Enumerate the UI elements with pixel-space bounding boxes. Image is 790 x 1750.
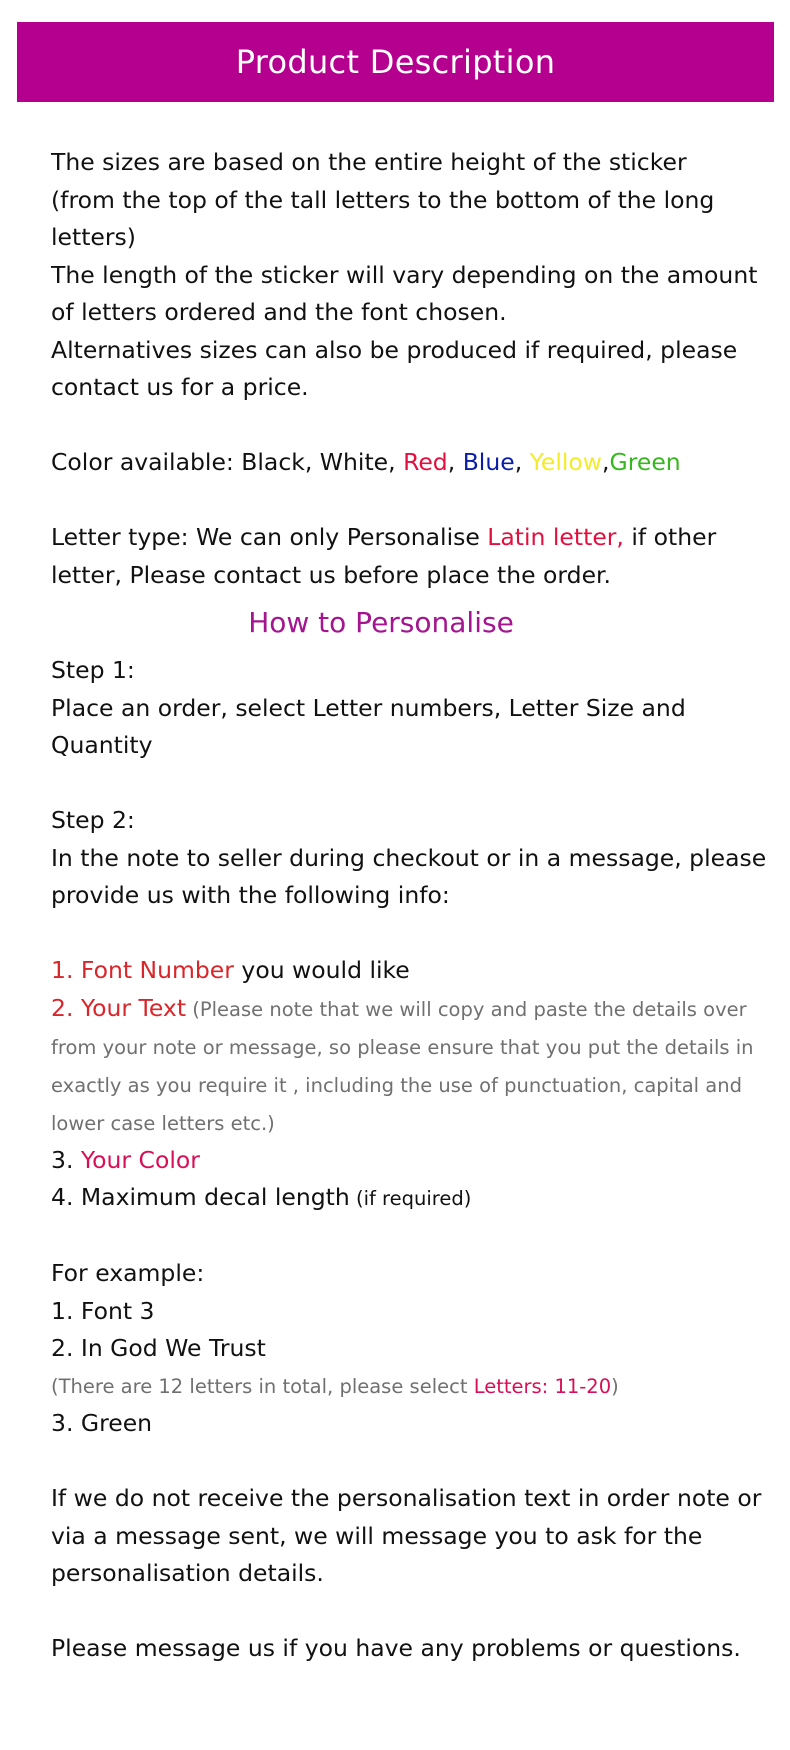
color-sep: , [602,448,610,476]
how-to-personalise-heading: How to Personalise [248,606,514,639]
your-text-note: (Please note that we will copy and paste the details over from your note or message, so please ensure that you put the details in exactly as you require it , including the use of punctuation, capital and lower case letters etc.) [51,997,754,1135]
letter-type-line [51,519,771,594]
step1-label: Step 1: [51,656,135,684]
spacer [51,1443,771,1481]
latin-letter-highlight: Latin letter, [487,523,624,551]
info-item-2 [51,990,771,1142]
example-label: For example: [51,1259,205,1287]
example-note [51,1368,771,1406]
info-item-1-rest: you would like [233,956,410,984]
spacer [51,482,771,520]
spacer [51,765,771,803]
your-color-highlight: Your Color [80,1145,200,1174]
example-note-suffix: ) [611,1374,619,1398]
sizes-paragraph-2: (from the top of the tall letters to the bottom of the long letters) [51,185,715,251]
sizes-paragraph-4: Alternatives sizes can also be produced if required, please contact us for a price. [51,335,738,401]
colors-line [51,444,771,482]
spacer [51,1218,771,1256]
example-line-1: 1. Font 3 [51,1296,155,1325]
color-blue: Blue [462,448,515,476]
your-text-highlight: 2. Your Text [51,993,187,1022]
sizes-paragraph-3: The length of the sticker will vary depending on the amount of letters ordered and the font chosen. [51,260,758,326]
if-required-note: (if required) [349,1187,472,1210]
footer-paragraph-2: Please message us if you have any problems or questions. [51,1634,741,1662]
letters-range-highlight: Letters: 11-20 [473,1374,612,1398]
spacer [51,407,771,445]
color-sep: , [514,448,530,476]
step1-text: Place an order, select Letter numbers, Letter Size and Quantity [51,693,686,759]
color-yellow: Yellow [529,448,603,476]
sizes-paragraph-1: The sizes are based on the entire height of the sticker [51,148,687,176]
example-note-prefix: (There are 12 letters in total, please select [51,1374,474,1398]
footer-paragraph-1: If we do not receive the personalisation text in order note or via a message sent, we will message you to ask for the personalisation details. [51,1484,762,1587]
header-banner [17,22,774,102]
step2-text: In the note to seller during checkout or in a message, please provide us with the following info: [51,843,767,909]
info-item-4 [51,1179,771,1218]
spacer [51,1593,771,1631]
colors-label: Color available: Black, White, [51,448,404,476]
info-item-3 [51,1142,771,1180]
page-title: Product Description [235,43,556,81]
letter-type-suffix: if other letter, Please contact us before place the order. [51,523,717,589]
color-red: Red [403,448,448,476]
spacer [51,915,771,953]
max-decal-length: 4. Maximum decal length [51,1183,350,1211]
info-item-1 [51,952,771,990]
color-sep: , [447,448,463,476]
info-item-3-prefix: 3. [51,1145,81,1174]
font-number-highlight: 1. Font Number [51,956,234,984]
product-description-content [51,144,771,1668]
step2-label: Step 2: [51,806,135,834]
example-line-2: 2. In God We Trust [51,1334,266,1362]
letter-type-prefix: Letter type: We can only Personalise [51,523,488,551]
color-green: Green [609,448,681,476]
example-line-3: 3. Green [51,1409,153,1437]
